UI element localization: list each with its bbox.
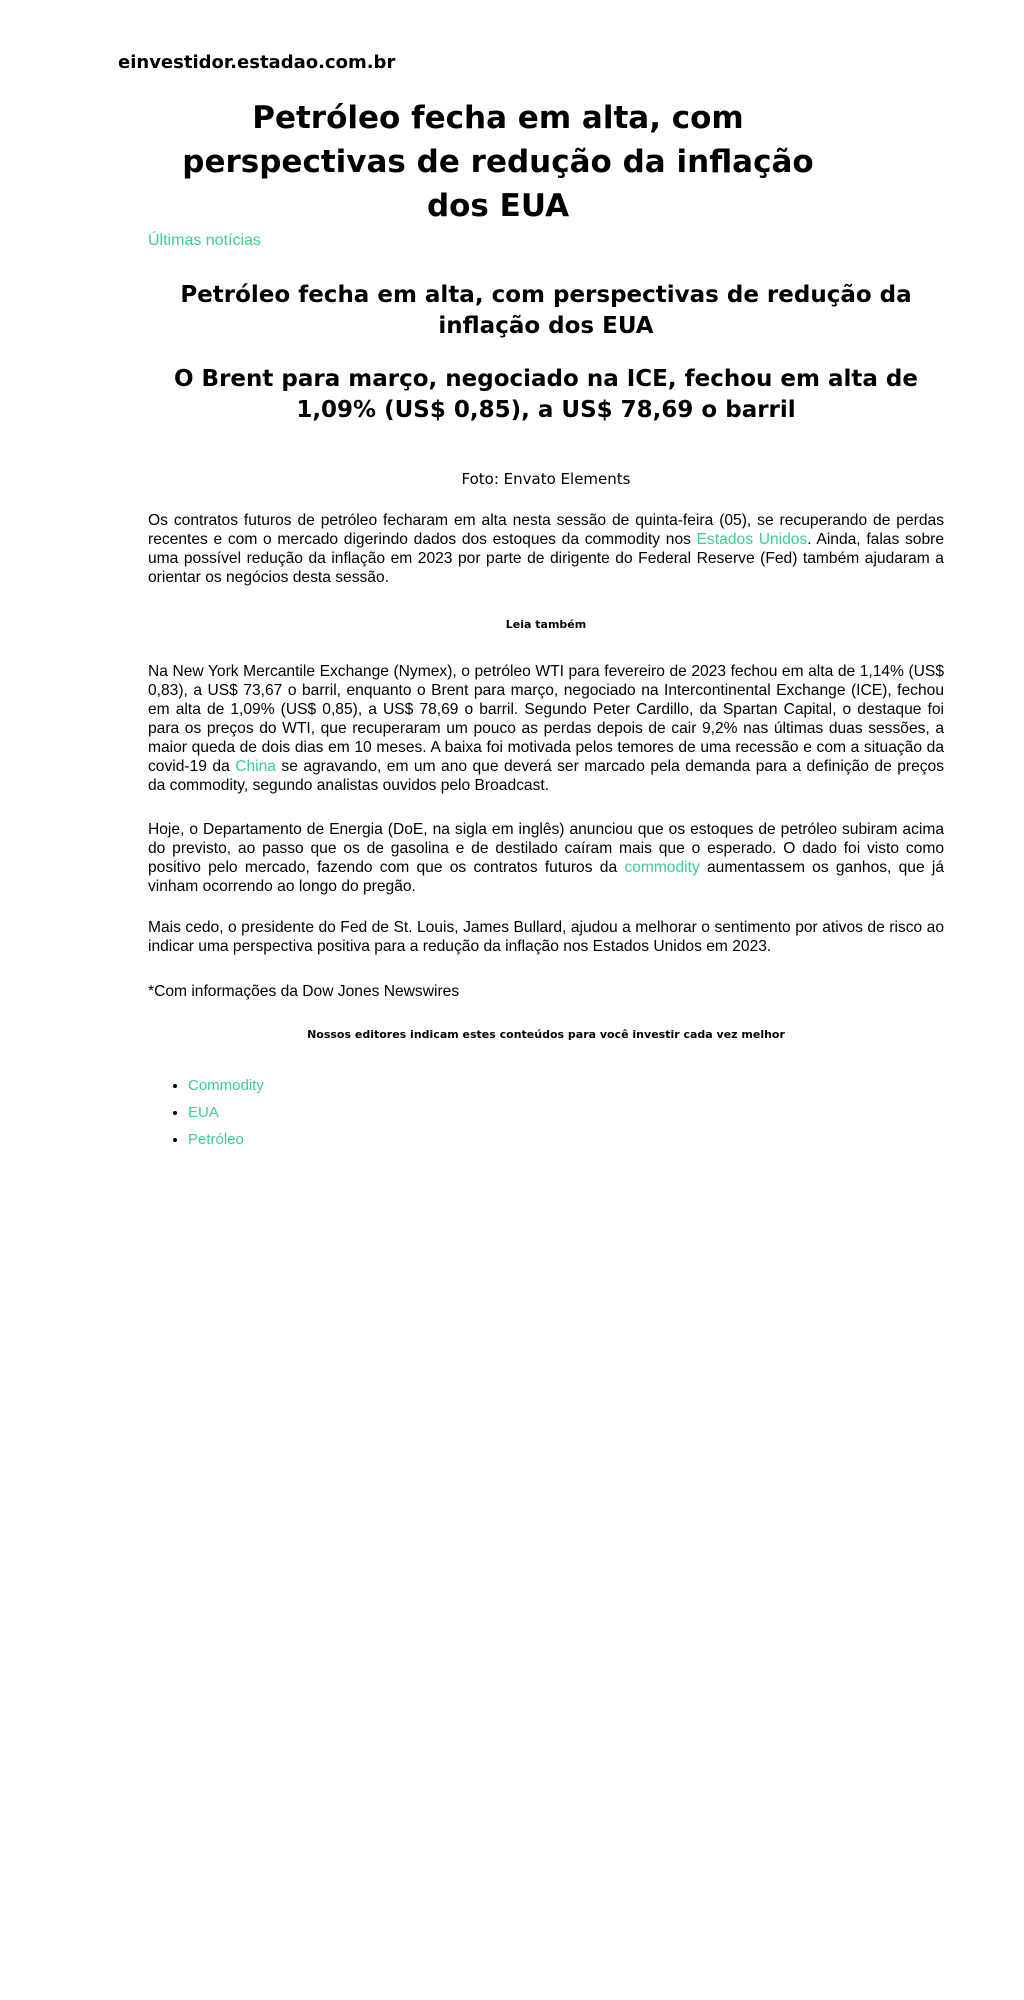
latest-news-link[interactable]: Últimas notícias <box>148 232 261 249</box>
article-subheadline: O Brent para março, negociado na ICE, fechou em alta de 1,09% (US$ 0,85), a US$ 78,69 o barril <box>174 366 918 423</box>
link-china[interactable]: China <box>235 758 276 775</box>
article-headline: Petróleo fecha em alta, com perspectivas de redução da inflação dos EUA <box>180 282 912 339</box>
tag-item <box>188 1126 264 1153</box>
read-also-label: Leia também <box>505 618 587 631</box>
tag-item <box>188 1072 264 1099</box>
site-domain: einvestidor.estadao.com.br <box>118 52 396 73</box>
paragraph-text: Hoje, o Departamento de Energia (DoE, na sigla em inglês) anunciou que os estoques de petróleo subiram acima do previsto, ao passo que os de gasolina e de destilado caíram mais que o esperado. O dado foi visto como positivo pelo mercado, fazendo com que os contratos futuros da <box>148 821 944 876</box>
tag-link-petroleo[interactable]: Petróleo <box>188 1131 244 1148</box>
article-paragraph-4: Mais cedo, o presidente do Fed de St. Louis, James Bullard, ajudou a melhorar o sentimento por ativos de risco ao indicar uma perspectiva positiva para a redução da inflação nos Estados Unidos em 2023. <box>148 919 944 955</box>
paragraph-text: Os contratos futuros de petróleo fecharam em alta nesta sessão de quinta-feira (05), se recuperando de perdas recentes e com o mercado digerindo dados dos estoques da commodity nos <box>148 512 944 548</box>
tag-list <box>148 1072 264 1153</box>
article-paragraph-2 <box>148 662 944 795</box>
photo-caption: Foto: Envato Elements <box>461 470 631 488</box>
paragraph-text: . Ainda, falas sobre uma possível redução da inflação em 2023 por parte de dirigente do Federal Reserve (Fed) também ajudaram a orientar os negócios desta sessão. <box>148 531 944 586</box>
paragraph-text: Na New York Mercantile Exchange (Nymex), o petróleo WTI para fevereiro de 2023 fechou em alta de 1,14% (US$ 0,83), a US$ 73,67 o barril, enquanto o Brent para março, negociado na Intercontinental Exchange (ICE), fechou em alta de 1,09% (US$ 0,85), a US$ 78,69 o barril. Segundo Peter Cardillo, da Spartan Capital, o destaque foi para os preços do WTI, que recuperaram um pouco as perdas depois de cair 9,2% nas últimas duas sessões, a maior queda de dois dias em 10 meses. A baixa foi motivada pelos temores de uma recessão e com a situação da covid-19 da <box>148 663 944 775</box>
tag-link-commodity[interactable]: Commodity <box>188 1077 264 1094</box>
link-estados-unidos[interactable]: Estados Unidos <box>696 531 808 548</box>
paragraph-text: aumentassem os ganhos, que já vinham ocorrendo ao longo do pregão. <box>148 859 945 895</box>
tag-link-eua[interactable]: EUA <box>188 1104 219 1121</box>
article-footnote: *Com informações da Dow Jones Newswires <box>148 983 460 1000</box>
paragraph-text: se agravando, em um ano que deverá ser marcado pela demanda para a definição de preços da commodity, segundo analistas ouvidos pelo Broadcast. <box>148 758 945 794</box>
tag-item <box>188 1099 264 1126</box>
article-paragraph-1 <box>148 511 944 587</box>
article-paragraph-3 <box>148 820 944 896</box>
editors-recommendation-label: Nossos editores indicam estes conteúdos para você investir cada vez melhor <box>307 1028 785 1041</box>
page-title: Petróleo fecha em alta, com perspectivas de redução da inflação dos EUA <box>182 100 814 224</box>
link-commodity[interactable]: commodity <box>624 859 700 876</box>
